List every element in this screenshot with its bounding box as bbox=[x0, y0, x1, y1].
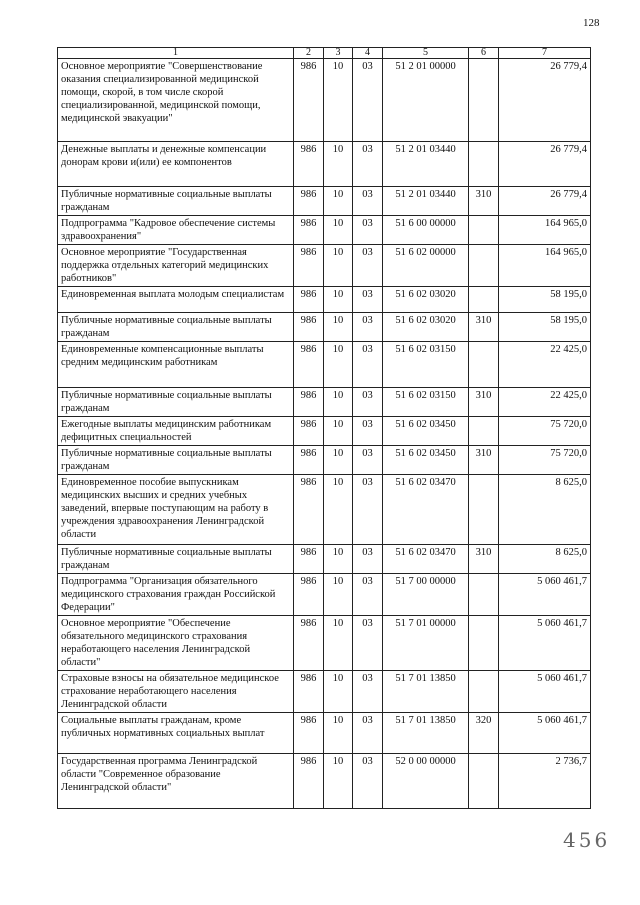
cell-sum: 164 965,0 bbox=[499, 216, 591, 245]
header-cell: 5 bbox=[383, 48, 469, 59]
cell-rz: 10 bbox=[324, 59, 353, 142]
cell-pr: 03 bbox=[353, 754, 383, 809]
cell-pr: 03 bbox=[353, 388, 383, 417]
table-row bbox=[58, 574, 591, 616]
cell-vr: 310 bbox=[469, 187, 499, 216]
cell-grbs: 986 bbox=[294, 671, 324, 713]
cell-pr: 03 bbox=[353, 713, 383, 754]
cell-name: Страховые взносы на обязательное медицинское страхование неработающего населения Ленинградской области bbox=[58, 671, 294, 713]
header-row bbox=[58, 48, 591, 59]
cell-sum: 5 060 461,7 bbox=[499, 713, 591, 754]
cell-name: Подпрограмма "Кадровое обеспечение системы здравоохранения" bbox=[58, 216, 294, 245]
cell-pr: 03 bbox=[353, 216, 383, 245]
cell-grbs: 986 bbox=[294, 216, 324, 245]
table-row bbox=[58, 342, 591, 388]
cell-pr: 03 bbox=[353, 245, 383, 287]
cell-csr: 51 7 01 13850 bbox=[383, 671, 469, 713]
cell-grbs: 986 bbox=[294, 616, 324, 671]
cell-grbs: 986 bbox=[294, 287, 324, 313]
cell-sum: 58 195,0 bbox=[499, 313, 591, 342]
table-row bbox=[58, 545, 591, 574]
cell-pr: 03 bbox=[353, 187, 383, 216]
cell-rz: 10 bbox=[324, 616, 353, 671]
cell-csr: 51 2 01 00000 bbox=[383, 59, 469, 142]
cell-rz: 10 bbox=[324, 216, 353, 245]
cell-rz: 10 bbox=[324, 545, 353, 574]
cell-sum: 26 779,4 bbox=[499, 187, 591, 216]
cell-name: Публичные нормативные социальные выплаты гражданам bbox=[58, 313, 294, 342]
cell-pr: 03 bbox=[353, 671, 383, 713]
cell-csr: 51 2 01 03440 bbox=[383, 142, 469, 187]
cell-grbs: 986 bbox=[294, 475, 324, 545]
table-row bbox=[58, 245, 591, 287]
table-row bbox=[58, 446, 591, 475]
cell-vr bbox=[469, 142, 499, 187]
cell-csr: 51 2 01 03440 bbox=[383, 187, 469, 216]
cell-csr: 52 0 00 00000 bbox=[383, 754, 469, 809]
cell-grbs: 986 bbox=[294, 313, 324, 342]
cell-name: Ежегодные выплаты медицинским работникам дефицитных специальностей bbox=[58, 417, 294, 446]
header-cell: 1 bbox=[58, 48, 294, 59]
cell-vr: 310 bbox=[469, 545, 499, 574]
cell-grbs: 986 bbox=[294, 417, 324, 446]
cell-vr bbox=[469, 417, 499, 446]
cell-grbs: 986 bbox=[294, 388, 324, 417]
budget-table bbox=[57, 47, 591, 809]
cell-rz: 10 bbox=[324, 142, 353, 187]
handwritten-stamp-number: 456 bbox=[563, 828, 611, 852]
cell-pr: 03 bbox=[353, 616, 383, 671]
cell-rz: 10 bbox=[324, 446, 353, 475]
header-cell: 2 bbox=[294, 48, 324, 59]
cell-sum: 75 720,0 bbox=[499, 446, 591, 475]
cell-sum: 5 060 461,7 bbox=[499, 616, 591, 671]
cell-pr: 03 bbox=[353, 417, 383, 446]
table-row bbox=[58, 388, 591, 417]
cell-csr: 51 6 02 03450 bbox=[383, 417, 469, 446]
cell-pr: 03 bbox=[353, 545, 383, 574]
cell-pr: 03 bbox=[353, 287, 383, 313]
table-row bbox=[58, 287, 591, 313]
cell-rz: 10 bbox=[324, 342, 353, 388]
cell-vr bbox=[469, 574, 499, 616]
table-row bbox=[58, 475, 591, 545]
cell-name: Денежные выплаты и денежные компенсации донорам крови и(или) ее компонентов bbox=[58, 142, 294, 187]
header-cell: 7 bbox=[499, 48, 591, 59]
cell-csr: 51 6 02 03470 bbox=[383, 545, 469, 574]
cell-grbs: 986 bbox=[294, 713, 324, 754]
cell-sum: 5 060 461,7 bbox=[499, 574, 591, 616]
cell-csr: 51 6 02 03020 bbox=[383, 313, 469, 342]
cell-rz: 10 bbox=[324, 475, 353, 545]
cell-csr: 51 6 02 03450 bbox=[383, 446, 469, 475]
cell-vr bbox=[469, 754, 499, 809]
cell-vr: 310 bbox=[469, 313, 499, 342]
cell-vr bbox=[469, 245, 499, 287]
table-row bbox=[58, 313, 591, 342]
cell-name: Основное мероприятие "Государственная поддержка отдельных категорий медицинских работников" bbox=[58, 245, 294, 287]
cell-name: Основное мероприятие "Совершенствование оказания специализированной медицинской помощи, скорой, в том числе скорой специализированной, медицинской помощи, медицинской эвакуации" bbox=[58, 59, 294, 142]
cell-vr bbox=[469, 475, 499, 545]
cell-vr bbox=[469, 342, 499, 388]
cell-rz: 10 bbox=[324, 287, 353, 313]
table-row bbox=[58, 713, 591, 754]
cell-rz: 10 bbox=[324, 754, 353, 809]
cell-vr: 320 bbox=[469, 713, 499, 754]
cell-grbs: 986 bbox=[294, 446, 324, 475]
cell-rz: 10 bbox=[324, 313, 353, 342]
cell-vr: 310 bbox=[469, 446, 499, 475]
cell-name: Социальные выплаты гражданам, кроме публичных нормативных социальных выплат bbox=[58, 713, 294, 754]
cell-csr: 51 7 01 00000 bbox=[383, 616, 469, 671]
cell-csr: 51 7 00 00000 bbox=[383, 574, 469, 616]
cell-grbs: 986 bbox=[294, 574, 324, 616]
table-row bbox=[58, 187, 591, 216]
cell-pr: 03 bbox=[353, 475, 383, 545]
cell-name: Единовременные компенсационные выплаты средним медицинским работникам bbox=[58, 342, 294, 388]
cell-pr: 03 bbox=[353, 59, 383, 142]
cell-sum: 58 195,0 bbox=[499, 287, 591, 313]
cell-csr: 51 6 02 03470 bbox=[383, 475, 469, 545]
header-cell: 6 bbox=[469, 48, 499, 59]
table-row bbox=[58, 216, 591, 245]
cell-name: Подпрограмма "Организация обязательного медицинского страхования граждан Российской Федерации" bbox=[58, 574, 294, 616]
cell-name: Единовременное пособие выпускникам медицинских высших и средних учебных заведений, впервые поступающим на работу в учреждения здравоохранения Ленинградской области bbox=[58, 475, 294, 545]
cell-sum: 75 720,0 bbox=[499, 417, 591, 446]
cell-vr bbox=[469, 287, 499, 313]
cell-csr: 51 6 00 00000 bbox=[383, 216, 469, 245]
table-row bbox=[58, 754, 591, 809]
table-row bbox=[58, 417, 591, 446]
cell-sum: 164 965,0 bbox=[499, 245, 591, 287]
cell-rz: 10 bbox=[324, 671, 353, 713]
cell-rz: 10 bbox=[324, 245, 353, 287]
cell-sum: 26 779,4 bbox=[499, 142, 591, 187]
table-row bbox=[58, 671, 591, 713]
cell-name: Основное мероприятие "Обеспечение обязательного медицинского страхования неработающего населения Ленинградской области" bbox=[58, 616, 294, 671]
cell-rz: 10 bbox=[324, 388, 353, 417]
cell-name: Единовременная выплата молодым специалистам bbox=[58, 287, 294, 313]
table-row bbox=[58, 616, 591, 671]
cell-pr: 03 bbox=[353, 342, 383, 388]
cell-name: Публичные нормативные социальные выплаты гражданам bbox=[58, 545, 294, 574]
cell-vr: 310 bbox=[469, 388, 499, 417]
table-row bbox=[58, 59, 591, 142]
cell-sum: 8 625,0 bbox=[499, 475, 591, 545]
cell-name: Публичные нормативные социальные выплаты гражданам bbox=[58, 388, 294, 417]
cell-pr: 03 bbox=[353, 574, 383, 616]
cell-grbs: 986 bbox=[294, 187, 324, 216]
cell-grbs: 986 bbox=[294, 545, 324, 574]
cell-vr bbox=[469, 671, 499, 713]
cell-sum: 2 736,7 bbox=[499, 754, 591, 809]
cell-csr: 51 6 02 03150 bbox=[383, 342, 469, 388]
cell-sum: 22 425,0 bbox=[499, 388, 591, 417]
header-cell: 4 bbox=[353, 48, 383, 59]
cell-pr: 03 bbox=[353, 313, 383, 342]
table-row bbox=[58, 142, 591, 187]
cell-grbs: 986 bbox=[294, 245, 324, 287]
cell-grbs: 986 bbox=[294, 342, 324, 388]
cell-name: Публичные нормативные социальные выплаты гражданам bbox=[58, 187, 294, 216]
cell-sum: 5 060 461,7 bbox=[499, 671, 591, 713]
cell-rz: 10 bbox=[324, 417, 353, 446]
cell-rz: 10 bbox=[324, 187, 353, 216]
cell-grbs: 986 bbox=[294, 754, 324, 809]
cell-sum: 26 779,4 bbox=[499, 59, 591, 142]
cell-csr: 51 7 01 13850 bbox=[383, 713, 469, 754]
cell-sum: 22 425,0 bbox=[499, 342, 591, 388]
page-number: 128 bbox=[583, 17, 600, 29]
cell-pr: 03 bbox=[353, 446, 383, 475]
cell-csr: 51 6 02 03020 bbox=[383, 287, 469, 313]
cell-sum: 8 625,0 bbox=[499, 545, 591, 574]
cell-rz: 10 bbox=[324, 574, 353, 616]
cell-vr bbox=[469, 59, 499, 142]
header-cell: 3 bbox=[324, 48, 353, 59]
cell-pr: 03 bbox=[353, 142, 383, 187]
cell-grbs: 986 bbox=[294, 59, 324, 142]
cell-vr bbox=[469, 616, 499, 671]
cell-name: Публичные нормативные социальные выплаты гражданам bbox=[58, 446, 294, 475]
cell-grbs: 986 bbox=[294, 142, 324, 187]
cell-csr: 51 6 02 03150 bbox=[383, 388, 469, 417]
cell-csr: 51 6 02 00000 bbox=[383, 245, 469, 287]
cell-vr bbox=[469, 216, 499, 245]
cell-name: Государственная программа Ленинградской области "Современное образование Ленинградской области" bbox=[58, 754, 294, 809]
cell-rz: 10 bbox=[324, 713, 353, 754]
